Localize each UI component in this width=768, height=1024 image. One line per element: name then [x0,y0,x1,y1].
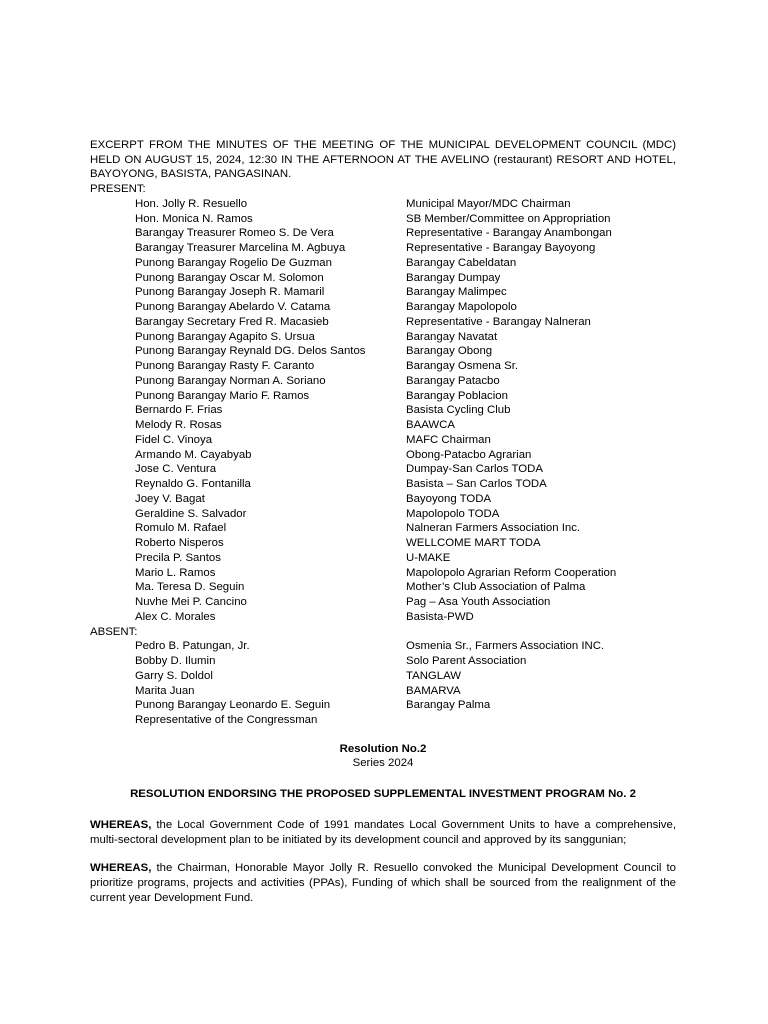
attendee-name: Romulo M. Rafael [135,522,227,535]
attendee-name: Punong Barangay Abelardo V. Catama [135,301,331,314]
attendee-name: Mario L. Ramos [135,566,216,579]
attendee-row [90,226,676,241]
attendee-name: Bobby D. Ilumin [135,655,216,668]
attendee-name: Punong Barangay Rogelio De Guzman [135,256,332,269]
attendee-row [90,610,676,625]
attendee-row [90,374,676,389]
attendee-row [90,477,676,492]
attendee-name: Bernardo F. Frias [135,404,223,417]
attendee-role: Mapolopolo TODA [406,507,500,520]
attendee-role: SB Member/Committee on Appropriation [406,212,611,225]
minutes-intro [90,138,676,182]
attendee-role: Mapolopolo Agrarian Reform Cooperation [406,566,617,579]
attendee-row [90,330,676,345]
attendee-row [90,285,676,300]
attendee-row [90,713,676,728]
attendee-role: Representative - Barangay Anambongan [406,227,612,240]
attendee-name: Barangay Treasurer Marcelina M. Agbuya [135,242,346,255]
attendee-name: Reynaldo G. Fontanilla [135,478,251,491]
attendee-name: Joey V. Bagat [135,492,205,505]
attendee-row [90,433,676,448]
attendee-name: Precila P. Santos [135,551,221,564]
attendee-row [90,241,676,256]
attendee-name: Garry S. Doldol [135,669,213,682]
attendee-name: Punong Barangay Oscar M. Solomon [135,271,324,284]
whereas-lead: WHEREAS, [90,862,152,875]
attendee-row [90,389,676,404]
attendee-row [90,300,676,315]
attendee-name: Punong Barangay Norman A. Soriano [135,374,326,387]
attendee-name: Punong Barangay Rasty F. Caranto [135,360,315,373]
attendee-row [90,698,676,713]
attendee-role: Barangay Patacbo [406,374,500,387]
attendee-role: Dumpay-San Carlos TODA [406,463,543,476]
attendee-row [90,492,676,507]
attendee-role: Obong-Patacbo Agrarian [406,448,532,461]
attendee-row [90,551,676,566]
attendee-name: Punong Barangay Reynald DG. Delos Santos [135,345,366,358]
document-page [90,138,676,905]
attendee-name: Jose C. Ventura [135,463,217,476]
resolution-title: RESOLUTION ENDORSING THE PROPOSED SUPPLEMENTAL INVESTMENT PROGRAM No. 2 [130,788,636,801]
attendee-role: Mother’s Club Association of Palma [406,581,586,594]
attendee-row [90,344,676,359]
whereas-text: the Local Government Code of 1991 mandates Local Government Units to have a comprehensive, multi-sectoral development plan to be initiated by its development council and approved by its sanggunian; [90,818,676,846]
intro-text: EXCERPT FROM THE MINUTES OF THE MEETING OF THE MUNICIPAL DEVELOPMENT COUNCIL (MDC) HELD ON AUGUST 15, 2024, 12:30 IN THE AFTERNOON AT THE AVELINO (restaurant) RESORT AND HOTEL, BAYOYONG, BASISTA, PANGASINAN. [90,139,676,181]
attendee-row [90,197,676,212]
whereas-lead: WHEREAS, [90,818,152,831]
attendee-name: Punong Barangay Leonardo E. Seguin [135,699,331,712]
attendee-name: Barangay Treasurer Romeo S. De Vera [135,227,334,240]
attendee-name: Fidel C. Vinoya [135,433,213,446]
attendee-name: Ma. Teresa D. Seguin [135,581,245,594]
attendee-role: Osmenia Sr., Farmers Association INC. [406,640,605,653]
attendee-name: Marita Juan [135,684,195,697]
attendee-role: Barangay Obong [406,345,493,358]
attendee-role: Barangay Palma [406,699,491,712]
attendee-row [90,654,676,669]
attendee-name: Pedro B. Patungan, Jr. [135,640,250,653]
attendee-role: WELLCOME MART TODA [406,537,541,550]
attendee-role: Barangay Osmena Sr. [406,360,519,373]
whereas-text: the Chairman, Honorable Mayor Jolly R. Resuello convoked the Municipal Development Council to prioritize programs, projects and activities (PPAs), Funding of which shall be sourced from the realignment of the current year Development Fund. [90,862,676,904]
attendee-row [90,462,676,477]
attendee-role: Barangay Navatat [406,330,498,343]
attendee-name: Punong Barangay Agapito S. Ursua [135,330,315,343]
attendee-role: Bayoyong TODA [406,492,492,505]
attendee-role: Barangay Cabeldatan [406,256,517,269]
attendee-role: Barangay Malimpec [406,286,507,299]
attendee-row [90,536,676,551]
attendee-name: Armando M. Cayabyab [135,448,252,461]
attendee-name: Barangay Secretary Fred R. Macasieb [135,315,329,328]
attendee-name: Melody R. Rosas [135,419,222,432]
attendee-role: U-MAKE [406,551,451,564]
attendee-name: Geraldine S. Salvador [135,507,247,520]
attendee-role: Barangay Mapolopolo [406,301,517,314]
attendee-role: Barangay Poblacion [406,389,508,402]
attendee-role: Representative - Barangay Bayoyong [406,242,596,255]
attendee-name: Hon. Monica N. Ramos [135,212,253,225]
attendee-name: Alex C. Morales [135,610,216,623]
attendee-name: Nuvhe Mei P. Cancino [135,596,247,609]
attendee-row [90,684,676,699]
attendee-role: Basista Cycling Club [406,404,511,417]
attendee-role: Solo Parent Association [406,655,527,668]
attendee-row [90,212,676,227]
attendee-role: MAFC Chairman [406,433,491,446]
attendee-name: Punong Barangay Joseph R. Mamaril [135,286,325,299]
attendee-role: TANGLAW [406,669,462,682]
resolution-series: Series 2024 [352,757,414,770]
attendee-row [90,418,676,433]
attendee-name: Roberto Nisperos [135,537,224,550]
attendee-name: Punong Barangay Mario F. Ramos [135,389,310,402]
resolution-number: Resolution No.2 [339,742,427,755]
attendee-row [90,448,676,463]
attendee-name: Hon. Jolly R. Resuello [135,197,248,210]
attendee-row [90,359,676,374]
attendee-row [90,256,676,271]
attendee-role: Nalneran Farmers Association Inc. [406,522,581,535]
attendee-role: Basista-PWD [406,610,474,623]
attendee-row [90,271,676,286]
present-label: PRESENT: [90,183,146,196]
attendee-row [90,315,676,330]
whereas-paragraph-1 [90,818,676,847]
attendee-role: Pag – Asa Youth Association [406,596,551,609]
attendee-role: Representative - Barangay Nalneran [406,315,591,328]
attendee-role: Municipal Mayor/MDC Chairman [406,197,571,210]
attendee-role: Barangay Dumpay [406,271,501,284]
absent-list [90,639,676,728]
attendee-row [90,403,676,418]
attendee-name: Representative of the Congressman [135,714,318,727]
attendee-row [90,669,676,684]
attendee-role: BAAWCA [406,419,455,432]
absent-label: ABSENT: [90,625,138,638]
attendee-role: BAMARVA [406,684,461,697]
attendee-role: Basista – San Carlos TODA [406,478,547,491]
whereas-paragraph-2 [90,861,676,905]
attendee-row [90,507,676,522]
attendee-row [90,580,676,595]
attendee-row [90,639,676,654]
present-list [90,197,676,625]
attendee-row [90,566,676,581]
attendee-row [90,521,676,536]
attendee-row [90,595,676,610]
